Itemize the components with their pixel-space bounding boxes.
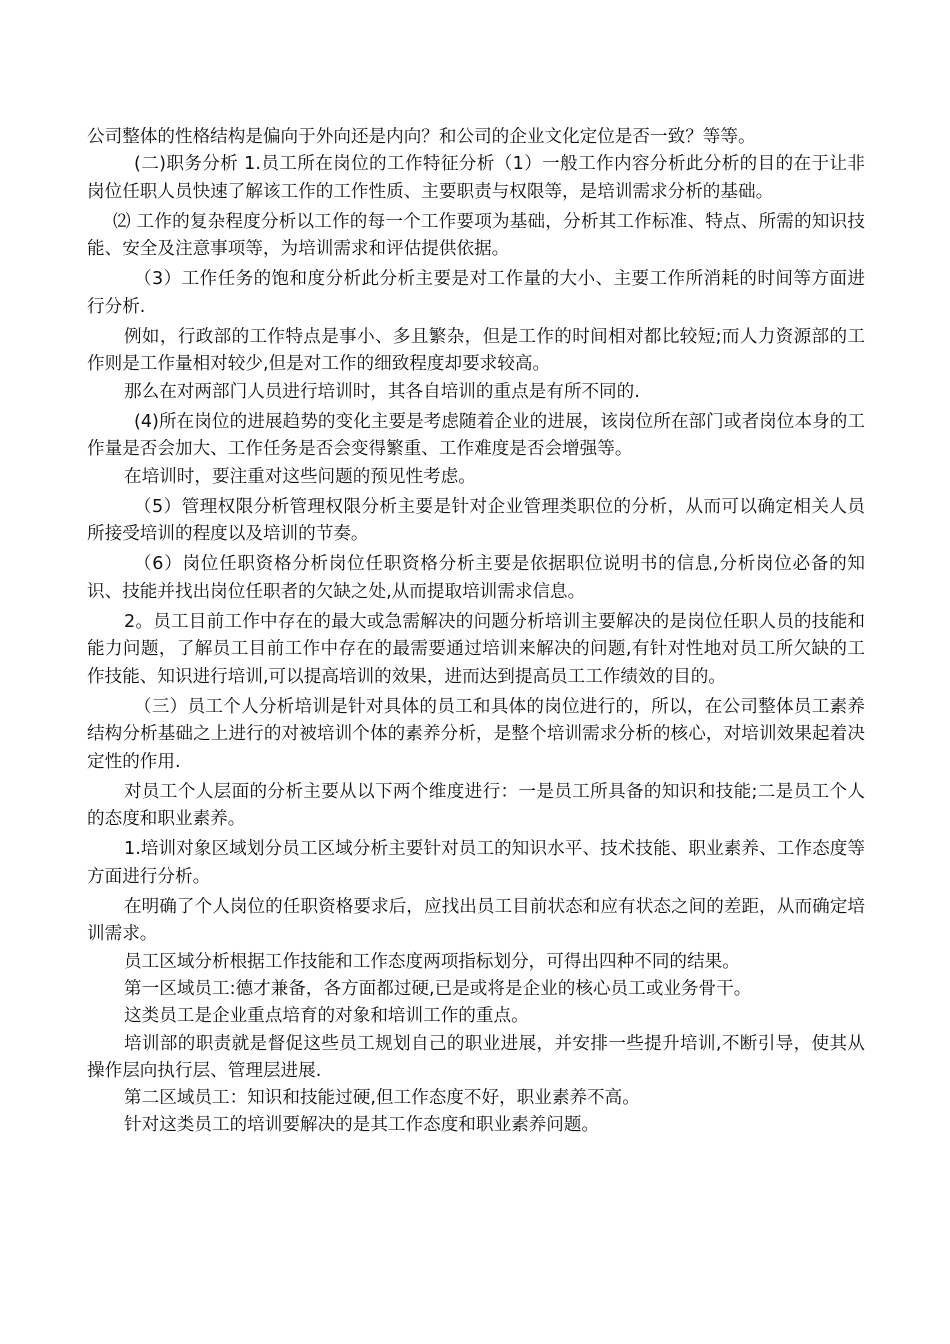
paragraph-5: 那么在对两部门人员进行培训时，其各自培训的重点是有所不同的.	[124, 381, 640, 402]
paragraph-13: 1.培训对象区域划分员工区域分析主要针对员工的知识水平、技术技能、职业素养、工作态度等方面进行分析。	[87, 839, 865, 887]
paragraph-2: ⑵ 工作的复杂程度分析以工作的每一个工作要项为基础，分析其工作标准、特点、所需的知识技能、安全及注意事项等，为培训需求和评估提供依据。	[87, 211, 865, 260]
paragraph-17: 这类员工是企业重点培育的对象和培训工作的重点。	[124, 1006, 529, 1027]
paragraph-16: 第一区域员工:德才兼备，各方面都过硬,已是或将是企业的核心员工或业务骨干。	[124, 978, 752, 999]
paragraph-19: 第二区域员工：知识和技能过硬,但工作态度不好，职业素养不高。	[124, 1088, 640, 1109]
paragraph-4: 例如，行政部的工作特点是事小、多且繁杂，但是工作的时间相对都比较短;而人力资源部的工作则是工作量相对较少,但是对工作的细致程度却要求较高。	[87, 327, 865, 375]
paragraph-15: 员工区域分析根据工作技能和工作态度两项指标划分，可得出四种不同的结果。	[124, 951, 740, 972]
paragraph-11: （三）员工个人分析培训是针对具体的员工和具体的岗位进行的，所以，在公司整体员工素养结构分析基础之上进行的对被培训个体的素养分析，是整个培训需求分析的核心，对培训效果起着决定性的作用.	[87, 696, 865, 772]
paragraph-6: (4)所在岗位的进展趋势的变化主要是考虑随着企业的进展，该岗位所在部门或者岗位本身的工作量是否会加大、工作任务是否会变得繁重、工作难度是否会增强等。	[87, 411, 865, 460]
paragraph-3: （3）工作任务的饱和度分析此分析主要是对工作量的大小、主要工作所消耗的时间等方面进行分析.	[87, 269, 865, 317]
paragraph-14: 在明确了个人岗位的任职资格要求后，应找出员工目前状态和应有状态之间的差距，从而确定培训需求。	[87, 897, 865, 945]
document-body	[87, 124, 865, 1140]
paragraph-7: 在培训时，要注重对这些问题的预见性考虑。	[124, 466, 476, 487]
paragraph-0: 公司整体的性格结构是偏向于外向还是内向？和公司的企业文化定位是否一致？等等。	[87, 127, 756, 147]
paragraph-18: 培训部的职责就是督促这些员工规划自己的职业进展，并安排一些提升培训,不断引导，使其从操作层向执行层、管理层进展.	[87, 1033, 865, 1081]
paragraph-1: (二)职务分析 1.员工所在岗位的工作特征分析（1）一般工作内容分析此分析的目的在于让非岗位任职人员快速了解该工作的工作性质、主要职责与权限等，是培训需求分析的基础。	[87, 154, 865, 202]
paragraph-10: 2。员工目前工作中存在的最大或急需解决的问题分析培训主要解决的是岗位任职人员的技能和能力问题，了解员工目前工作中存在的最需要通过培训来解决的问题,有针对性地对员工所欠缺的工作技能、知识进行培训,可以提高培训的效果，进而达到提高员工工作绩效的目的。	[87, 612, 865, 687]
paragraph-20: 针对这类员工的培训要解决的是其工作态度和职业素养问题。	[124, 1115, 600, 1136]
paragraph-9: （6）岗位任职资格分析岗位任职资格分析主要是依据职位说明书的信息,分析岗位必备的知识、技能并找出岗位任职者的欠缺之处,从而提取培训需求信息。	[87, 554, 865, 602]
paragraph-12: 对员工个人层面的分析主要从以下两个维度进行：一是员工所具备的知识和技能;二是员工个人的态度和职业素养。	[87, 781, 865, 830]
paragraph-8: （5）管理权限分析管理权限分析主要是针对企业管理类职位的分析，从而可以确定相关人员所接受培训的程度以及培训的节奏。	[87, 496, 865, 545]
